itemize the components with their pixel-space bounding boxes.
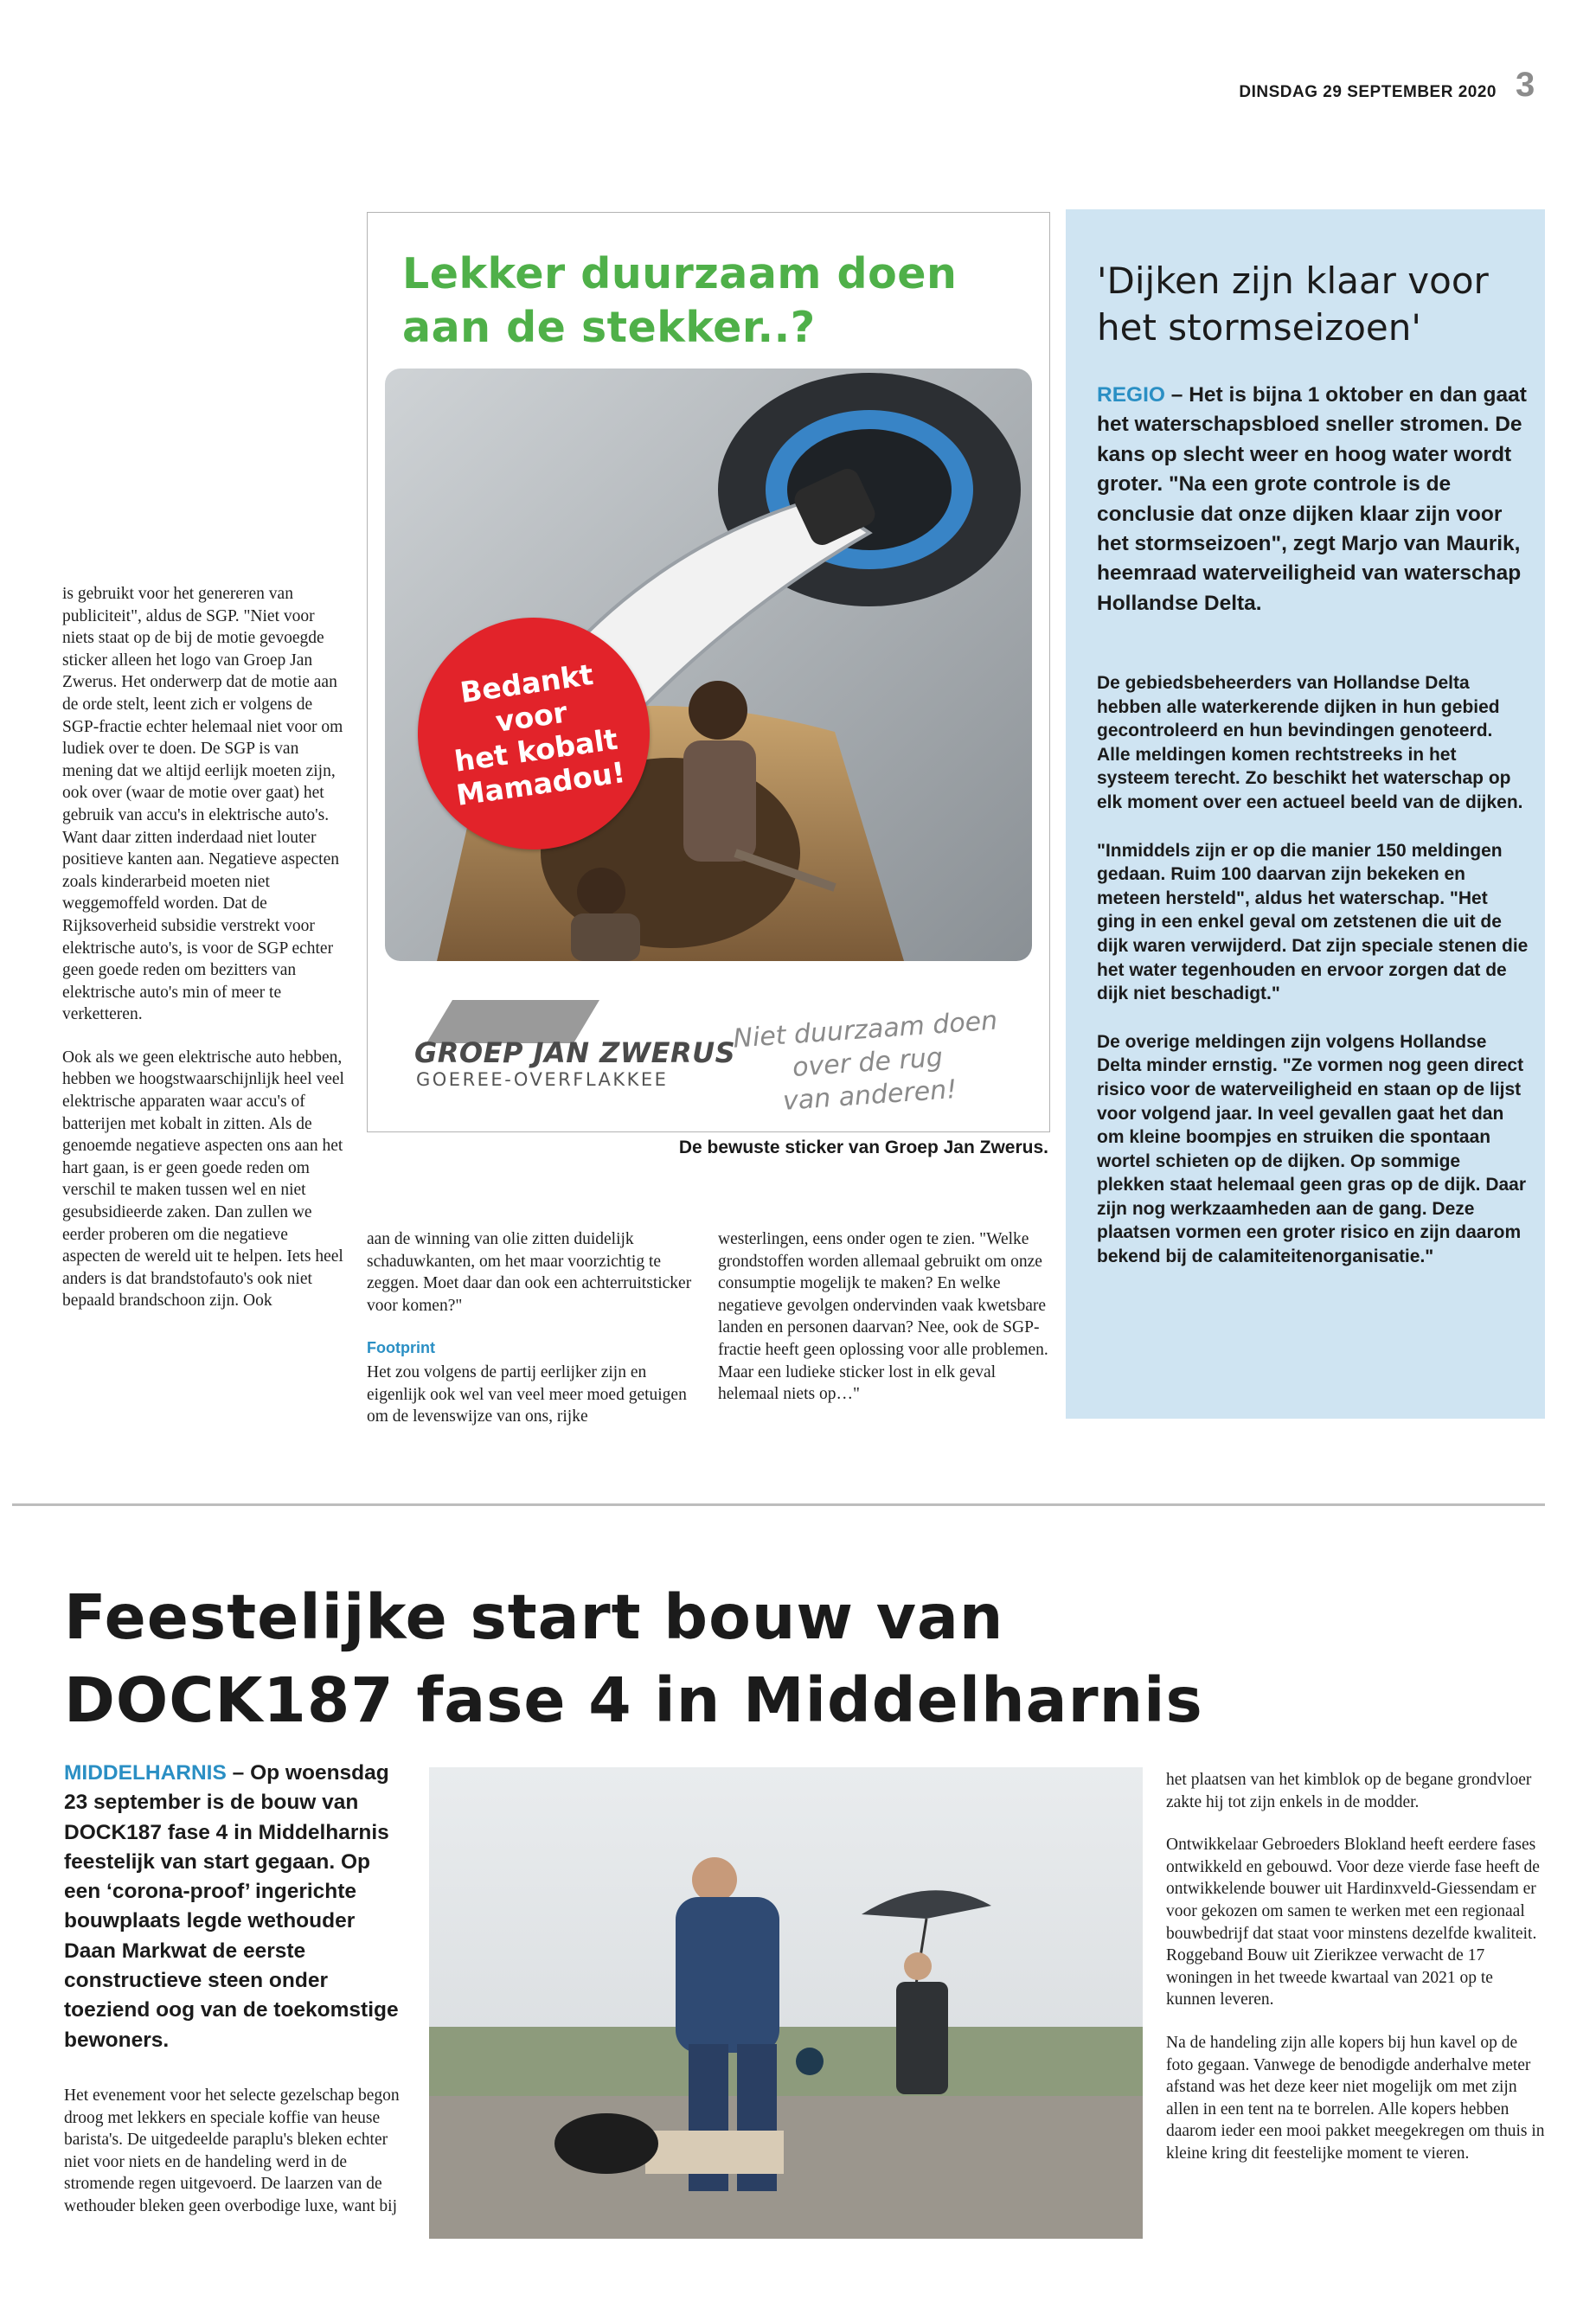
sidebar-headline: 'Dijken zijn klaar voor het stormseizoen' [1097, 260, 1489, 349]
advert-logo-region: GOEREE-OVERFLAKKEE [416, 1069, 669, 1090]
article-body-right [1166, 1769, 1547, 2186]
article-paragraph: Het evenement voor het selecte gezelschap begon droog met lekkers en speciale koffie van heuse barista's. De uitgedeelde paraplu's bleken echter niet voor niets en de handeling werd in de stromende regen uitgevoerd. De laarzen van de wethouder bleken geen overbodige luxe, want bij [64, 2086, 400, 2215]
sidebar-body [1097, 671, 1529, 1293]
section-divider [12, 1503, 1545, 1506]
left-column [62, 583, 344, 1333]
sticker-advert [367, 212, 1050, 1132]
article-paragraph: Na de handeling zijn alle kopers bij hun kavel op de foto gegaan. Vanwege de benodigde anderhalve meter afstand was het deze keer niet mogelijk om met zijn allen in een tent na te borrelen. Alle kopers hebben daarom ieder een mooi pakket meegekregen om thuis in kleine kring dit feestelijke moment te vieren. [1166, 2033, 1545, 2163]
article-body-left [64, 2085, 410, 2239]
article-headline-line-1: Feestelijke start bouw van [64, 1581, 1004, 1653]
sidebar-paragraph: "Inmiddels zijn er op die manier 150 meldingen gedaan. Ruim 100 daarvan zijn bekeken en meteen hersteld", aldus het waterschap. "Het ging in een enkel geval om zetstenen die uit de dijk waren verwijderd. Dat zijn speciale stenen die het water tegenhouden en ervoor zorgen dat de dijk niet beschadigt." [1097, 840, 1529, 1004]
left-column-paragraph: is gebruikt voor het genereren van publiciteit", aldus de SGP. "Niet voor niets staat op de bij de motie gevoegde sticker alleen het logo van Groep Jan Zwerus. Het onderwerp dat de motie aan de orde stelt, leent zich er volgens de SGP-fractie echter helemaal niet voor om ludiek over te doen. De SGP is van mening dat we altijd eerlijk moeten zijn, ook over (waar de motie over gaat) het gebruik van accu's in elektrische auto's. Want daar zitten inderdaad niet louter positieve kanten aan. Negatieve aspecten zoals kinderarbeid moeten niet weggemoffeld worden. Dat de Rijksoverheid subsidie verstrekt voor elektrische auto's, is voor de SGP echter geen goede reden om bezitters van elektrische auto's min of meer te verketteren. [62, 585, 343, 1024]
article-headline-line-2: DOCK187 fase 4 in Middelharnis [64, 1664, 1203, 1736]
left-column-paragraph: Ook als we geen elektrische auto hebben, hebben we hoogstwaarschijnlijk heel veel elektrische apparaten waar accu's of batterijen met kobalt in zitten. Als de genoemde negatieve aspecten ons aan het hart gaan, is er geen goede reden om verschil te maken tussen wel en niet gesubsidieerde zaken. Dan zullen we eerder proberen om die negatieve aspecten de wereld uit te helpen. Iets heel anders is dat brandstofauto's ook niet bepaald brandschoon zijn. Ook [62, 1048, 344, 1311]
middle-column-paragraph: aan de winning van olie zitten duidelijk schaduwkanten, om het maar voorzichtig te zeggen. Moet daar dan ook een achterruitsticker voor komen?" [367, 1230, 692, 1315]
advert-title: Lekker duurzaam doen aan de stekker..? [402, 249, 958, 352]
groundbreaking-photo [429, 1767, 1143, 2239]
article-paragraph: Ontwikkelaar Gebroeders Blokland heeft eerdere fases ontwikkeld en gebouwd. Voor deze vierde fase heeft de ontwikkelende bouwer uit Hardinxveld-Giessendam er voor gekozen om samen te werken met een regionaal bouwbedrijf dat staat voor minstens dezelfde kwaliteit. Roggeband Bouw uit Zierikzee verwacht de 17 woningen in het tweede kwartaal van 2021 op te kunnen leveren. [1166, 1836, 1540, 2009]
sidebar-article [1066, 209, 1545, 1419]
middle-column-paragraph: Het zou volgens de partij eerlijker zijn en eigenlijk ook wel van veel meer moed getuigen om de levenswijze van ons, rijke [367, 1362, 687, 1426]
article-kicker: MIDDELHARNIS [64, 1761, 227, 1785]
advert-caption: De bewuste sticker van Groep Jan Zwerus. [678, 1138, 1048, 1157]
issue-date: DINSDAG 29 SEPTEMBER 2020 [1239, 83, 1497, 101]
sidebar-lead-text: – Het is bijna 1 oktober en dan gaat het waterschapsbloed sneller stromen. De kans op slecht weer en hoog water wordt groter. "Na een grote controle is de conclusie dat onze dijken klaar zijn voor het stormseizoen", zegt Marjo van Maurik, heemraad waterveiligheid van waterschap Hollandse Delta. [1097, 383, 1527, 615]
article-lead [64, 1759, 410, 2055]
article-headline [64, 1576, 1362, 1742]
article-paragraph: het plaatsen van het kimblok op de begane grondvloer zakte hij tot zijn enkels in de modder. [1166, 1771, 1532, 1811]
advert-logo-name: GROEP JAN ZWERUS [414, 1036, 736, 1069]
middle-column-2 [718, 1228, 1051, 1426]
middle-column-paragraph: westerlingen, eens onder ogen te zien. "Welke grondstoffen worden allemaal gebruikt om onze consumptie mogelijk te maken? En welke negatieve gevolgen ondervinden vaak kwetsbare landen en personen daarvan? Nee, ook de SGP-fractie heeft geen oplossing voor alle problemen. Maar een ludieke sticker lost in elk geval helemaal niets op…" [718, 1230, 1048, 1404]
sidebar-kicker: REGIO [1097, 383, 1165, 407]
page-number: 3 [1516, 66, 1535, 104]
advert-slogan: Niet duurzaam doen over de rug van anderen! [732, 1005, 999, 1117]
sidebar-lead [1097, 381, 1529, 619]
article-lead-text: – Op woensdag 23 september is de bouw van DOCK187 fase 4 in Middelharnis feestelijk van start gegaan. Op een ‘corona-proof’ ingerichte bouwplaats legde wethouder Daan Markwat de eerste constructieve steen onder toeziend oog van de toekomstige bewoners. [64, 1761, 399, 2052]
sidebar-paragraph: De overige meldingen zijn volgens Hollandse Delta minder ernstig. "Ze vormen nog geen direct risico voor de waterveiligheid en staan op de lijst voor volgend jaar. In veel gevallen gaat het dan om kleine boompjes en struiken die spontaan wortel schieten op de dijken. Op sommige plekken staat helemaal geen gras op de dijk. Daar zijn nog werkzaamheden aan de gang. Deze plaatsen vormen een groter risico en zijn daarom bekend bij de calamiteitenorganisatie." [1097, 1031, 1527, 1267]
middle-column-1 [367, 1228, 700, 1449]
sidebar-paragraph: De gebiedsbeheerders van Hollandse Delta hebben alle waterkerende dijken in hun gebied gecontroleerd en hun bevindingen genoteerd. Alle meldingen komen rechtstreeks in het systeem terecht. Zo beschikt het waterschap op elk moment over een actueel beeld van de dijken. [1097, 673, 1523, 812]
advert-circle-text: Bedankt voor het kobalt Mamadou! [452, 657, 628, 812]
article-photo [429, 1767, 1143, 2239]
subheading-footprint: Footprint [367, 1339, 435, 1357]
